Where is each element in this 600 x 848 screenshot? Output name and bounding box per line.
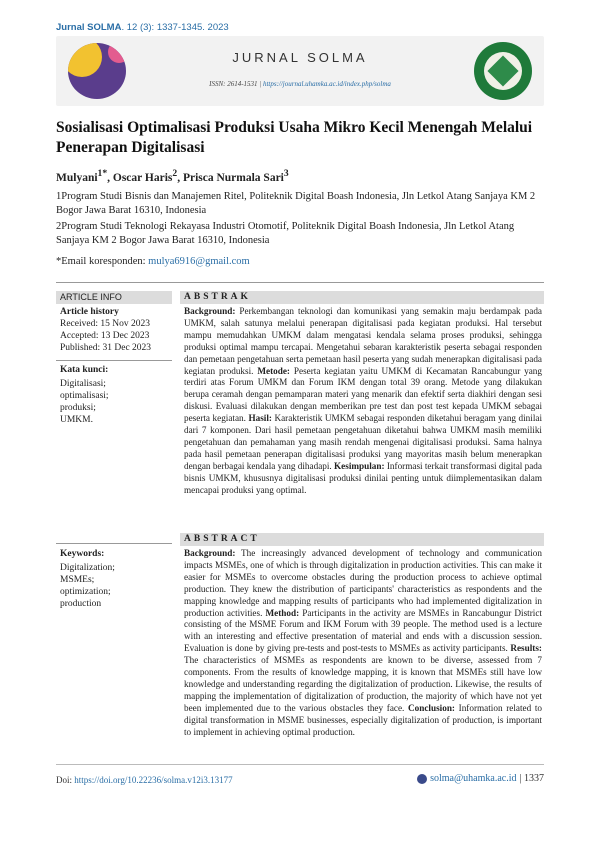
doi-label: Doi:: [56, 775, 75, 785]
abstract-method: Participants in the activity are MSMEs in Rancabungur District consisting of the MSME Forum and IKM Forum with 39 people. The method used is a lecture with an interesting and effective presentation of material and ends with a discussion session. Evaluation is done by giving pre-tests and post-tests to MSMEs as activity participants.: [184, 607, 542, 654]
keyword-item: Digitalization;: [60, 563, 115, 573]
affiliation-1: 1Program Studi Bisnis dan Manajemen Ritel, Politeknik Digital Boash Indonesia, Jln Letkol Atang Sanjaya KM 2 Bogor Jawa Barat 16310, Indonesia: [56, 191, 536, 216]
affiliation-2: 2Program Studi Teknologi Rekayasa Industri Otomotif, Politeknik Digital Boash Indonesia, Jln Letkol Atang Sanjaya KM 2 Bogor Jawa Barat 16310, Indonesia: [56, 221, 515, 246]
article-info-heading: ARTICLE INFO: [56, 291, 172, 304]
abstrak-results: Karakteristik UMKM sebagai responden diketahui beragam yang dinilai dari 7 komponen. Dari hasil pemetaan pengetahuan diketahui bahwa UMKM masih memiliki pengetahuan dan pemahaman yang masih rendah mengenai digitalisasi produksi. Sama halnya pada hasil pemetaan penerapan digitalisasi produksi yang mayoritas masih belum menerapkan dengan berbagai kendala yang dihadapi.: [184, 413, 543, 471]
abstrak-heading: ABSTRAK: [180, 291, 544, 304]
footer-right: [417, 773, 544, 784]
keyword-item: optimization;: [60, 587, 111, 597]
keywords-block: [56, 548, 172, 610]
issn-line: [56, 80, 544, 88]
divider: [56, 543, 172, 544]
corresponding-email: [56, 256, 250, 267]
journal-masthead: [56, 36, 544, 106]
divider: [56, 360, 172, 361]
abstrak-background-label: Background:: [184, 306, 236, 316]
abstrak-method: Peserta kegiatan yaitu UMKM di Kecamatan Rancabungur yang terdiri atas Forum UMKM dan Forum IKM dengan total 39 orang. Metode yang dilakukan berupa ceramah dengan pemamparan materi yang menarik dan efektif serta diakhiri dengan sesi diskusi. Evaluasi dilakukan dengan memberikan pre test dan post test kepada UMKM sebagai peserta kegiatan.: [184, 365, 542, 424]
kata-kunci-item: optimalisasi;: [60, 391, 109, 401]
received-date: Received: 15 Nov 2023: [60, 319, 150, 329]
abstrak-body: [184, 306, 542, 497]
kata-kunci-item: UMKM.: [60, 415, 93, 425]
published-date: Published: 31 Dec 2023: [60, 343, 152, 353]
abstract-conclusion: Information related to digital transformation in MSME businesses, especially digitalization of production, is important to implement in achieving optimal production.: [184, 702, 542, 737]
abstract-heading: ABSTRACT: [180, 533, 544, 546]
uhamka-seal-logo: [474, 42, 532, 100]
abstract-results-label: Results:: [510, 643, 542, 654]
divider: [56, 282, 544, 283]
keywords-label: Keywords:: [60, 549, 105, 559]
page-number: | 1337: [519, 773, 544, 784]
journal-url-link[interactable]: https://journal.uhamka.ac.id/index.php/solma: [262, 80, 391, 88]
kata-kunci-item: Digitalisasi;: [60, 379, 106, 389]
kata-kunci-label: Kata kunci:: [60, 365, 109, 375]
journal-name: JURNAL SOLMA: [232, 50, 368, 65]
accepted-date: Accepted: 13 Dec 2023: [60, 331, 150, 341]
history-label: Article history: [60, 307, 119, 317]
article-history: [56, 306, 172, 354]
abstrak-background: Perkembangan teknologi dan komunikasi yang semakin maju berdampak pada UMKM, salah satunya melalui penerapan digitalisasi pada kegiatan produksi. Hal tersebut mampu memudahkan UMKM dalam mengatasi kendala selama proses produksi, sehingga produksi optimal mampu tercapai. Mengetahui sebaran karakteristik peserta sebagai responden dan pemetaan pengetahuan serta pemetaan hasil peserta yang sudah menerapkan digitalisasi pada kegiatan produksi.: [184, 306, 542, 376]
abstrak-conclusion: Informasi terkait transformasi digital pada bisnis UMKM, khususnya digitalisasi produksi dinilai penting untuk diimplementasikan dalam mencapai produksi yang optimal.: [184, 460, 542, 495]
author-list: Mulyani$^{1*}$, Oscar Haris$^2$, Prisca Nurmala Sari$^3$: [56, 168, 289, 184]
keyword-item: production: [60, 599, 102, 609]
email-label: *Email koresponden:: [56, 256, 149, 267]
journal-email-link[interactable]: solma@uhamka.ac.id: [430, 773, 517, 784]
kata-kunci-item: produksi;: [60, 403, 96, 413]
abstract-body: [184, 548, 542, 739]
email-icon: [417, 774, 427, 784]
abstract-results: The characteristics of MSMEs as respondents are known to be diverse, assessed from 7 components. From the results of knowledge mapping, it is known that MSMEs still have low knowledge and understanding regarding the digitalization of production. Likewise, the results of mapping the implementation of digitalization of production, the majority of which have not yet been implemented due to the various obstacles they face.: [184, 655, 542, 713]
abstract-method-label: Method:: [265, 607, 300, 618]
abstrak-method-label: Metode:: [257, 365, 290, 376]
abstrak-conclusion-label: Kesimpulan:: [334, 460, 385, 471]
issn-text: ISSN: 2614-1531 |: [209, 80, 263, 88]
citation-details: . 12 (3): 1337-1345. 2023: [121, 22, 229, 33]
email-link[interactable]: mulya6916@gmail.com: [148, 256, 250, 267]
doi-link[interactable]: https://doi.org/10.22236/solma.v12i3.13177: [74, 775, 233, 785]
article-title: Sosialisasi Optimalisasi Produksi Usaha Mikro Kecil Menengah Melalui Penerapan Digitalisasi: [56, 119, 533, 156]
abstract-background-label: Background:: [184, 548, 236, 558]
abstract-conclusion-label: Conclusion:: [408, 702, 455, 713]
citation-journal: Jurnal SOLMA: [56, 22, 122, 33]
kata-kunci-block: [56, 364, 172, 426]
footer-divider: [56, 764, 544, 765]
keyword-item: MSMEs;: [60, 575, 95, 585]
journal-citation: [56, 22, 229, 33]
abstract-background: The increasingly advanced development of technology and communication impacts MSMEs, one of which is through digitalization in production activities. This can make it easier for MSMEs to overcome obstacles during the production process to achieve optimal production. They knew the distribution of participants' characteristics as respondents and the mapping knowledge and mapping results of participants who had implemented digitalization in production activities.: [184, 548, 542, 618]
abstrak-results-label: Hasil:: [248, 413, 272, 424]
doi-line: [56, 775, 233, 785]
